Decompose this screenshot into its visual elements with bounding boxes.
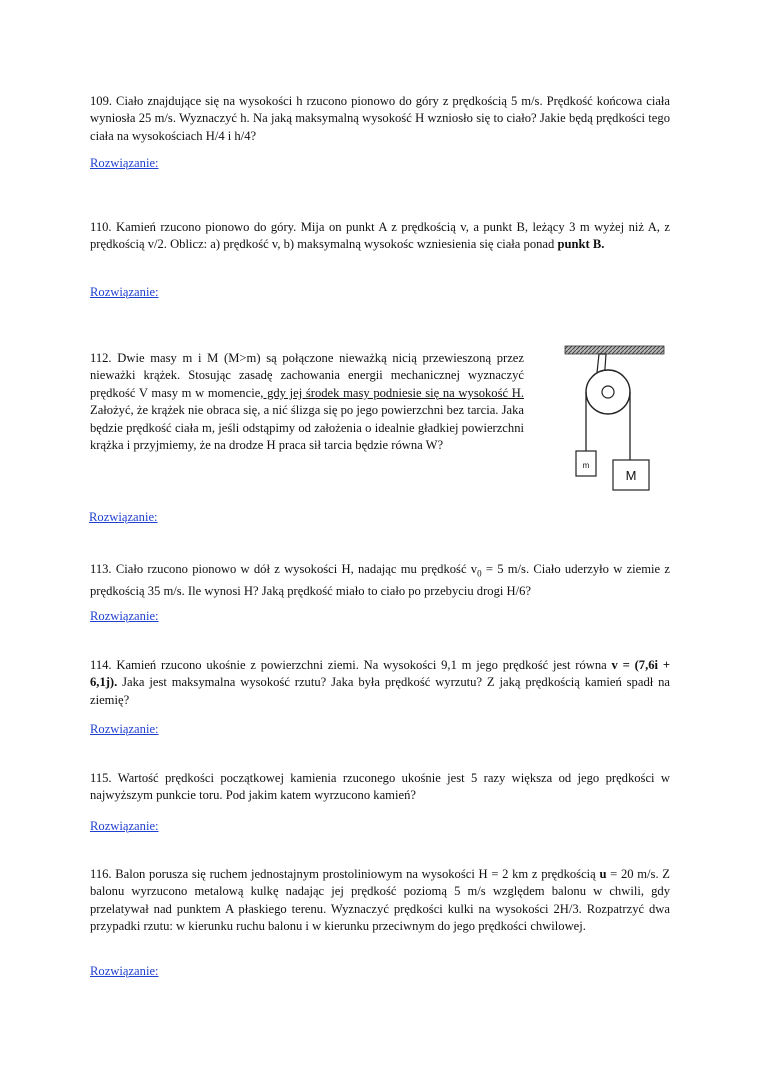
mass-m-label: m [582, 461, 590, 470]
solution-link-113[interactable]: Rozwiązanie: [90, 609, 159, 623]
solution-link-114[interactable]: Rozwiązanie: [90, 722, 159, 736]
problem-112-text: 112. Dwie masy m i M (M>m) są połączone nieważką nicią przewieszoną przez nieważki krążek. Stosując zasadę zachowania energii mechanicznej wyznaczyć prędkość V masy m w momencie, gdy jej środek masy podniesie się na wysokość H. Założyć, że krążek nie obraca się, a nić ślizga się po jego powierzchni bez tarcia. Jaka będzie prędkość ciała m, jeśli odstąpimy od założenia o idealnie gładkiej powierzchni krążka i przyjmiemy, że na drodze H praca sił tarcia będzie równa W? [90, 351, 524, 453]
problem-113-text: 113. Ciało rzucono pionowo w dół z wysokości H, nadając mu prędkość $v_0 = 5$ m/s. Ciało uderzyło w ziemie z prędkością 35 m/s. Ile wynosi H? Jaką prędkość miało to ciało po przebyciu drogi H/6? [90, 562, 670, 598]
solution-link-109[interactable]: Rozwiązanie: [90, 156, 159, 170]
problem-116-text: 116. Balon porusza się ruchem jednostajnym prostoliniowym na wysokości H = 2 km z prędkością u = 20 m/s. Z balonu wyrzucono metalową kulkę nadając jej prędkość poziomą 5 m/s względem balonu w chwili, gdy przelatywał nad punktem A płaskiego terenu. Wyznaczyć prędkości kulki na wysokości 2H/3. Rozpatrzyć dwa przypadki rzutu: w kierunku ruchu balonu i w kierunku przeciwnym do jego prędkości chwilowej. [90, 867, 670, 934]
mass-M-label: M [625, 468, 637, 483]
ceiling [565, 346, 664, 354]
solution-link-116[interactable]: Rozwiązanie: [90, 964, 159, 978]
solution-link-112[interactable]: Rozwiązanie: [89, 510, 158, 524]
solution-link-110[interactable]: Rozwiązanie: [90, 285, 159, 299]
problem-109-text: 109. Ciało znajdujące się na wysokości h rzucono pionowo do góry z prędkością 5 m/s. Prędkość końcowa ciała wyniosła 25 m/s. Wyznaczyć h. Na jaką maksymalną wysokość H wzniosło się to ciało? Jakie będą prędkości tego ciała na wysokościach H/4 i h/4? [90, 94, 670, 143]
problem-115-text: 115. Wartość prędkości początkowej kamienia rzuconego ukośnie jest 5 razy większa od jego prędkości w najwyższym punkcie toru. Pod jakim katem wyrzucono kamień? [90, 771, 670, 803]
problem-114-text: 114. Kamień rzucono ukośnie z powierzchni ziemi. Na wysokości 9,1 m jego prędkość jest równa v = (7,6i + 6,1j). Jaka jest maksymalna wysokość rzutu? Jaka była prędkość wyrzutu? Z jaką prędkością kamień spadł na ziemię? [90, 658, 670, 707]
pulley-diagram [560, 342, 670, 494]
pulley-axle [602, 386, 614, 398]
solution-link-115[interactable]: Rozwiązanie: [90, 819, 159, 833]
problem-110-text: 110. Kamień rzucono pionowo do góry. Mija on punkt A z prędkością v, a punkt B, leżący 3 m wyżej niż A, z prędkością v/2. Oblicz: a) prędkość v, b) maksymalną wysokośc wzniesienia się ciała ponad punkt B. [90, 220, 670, 252]
